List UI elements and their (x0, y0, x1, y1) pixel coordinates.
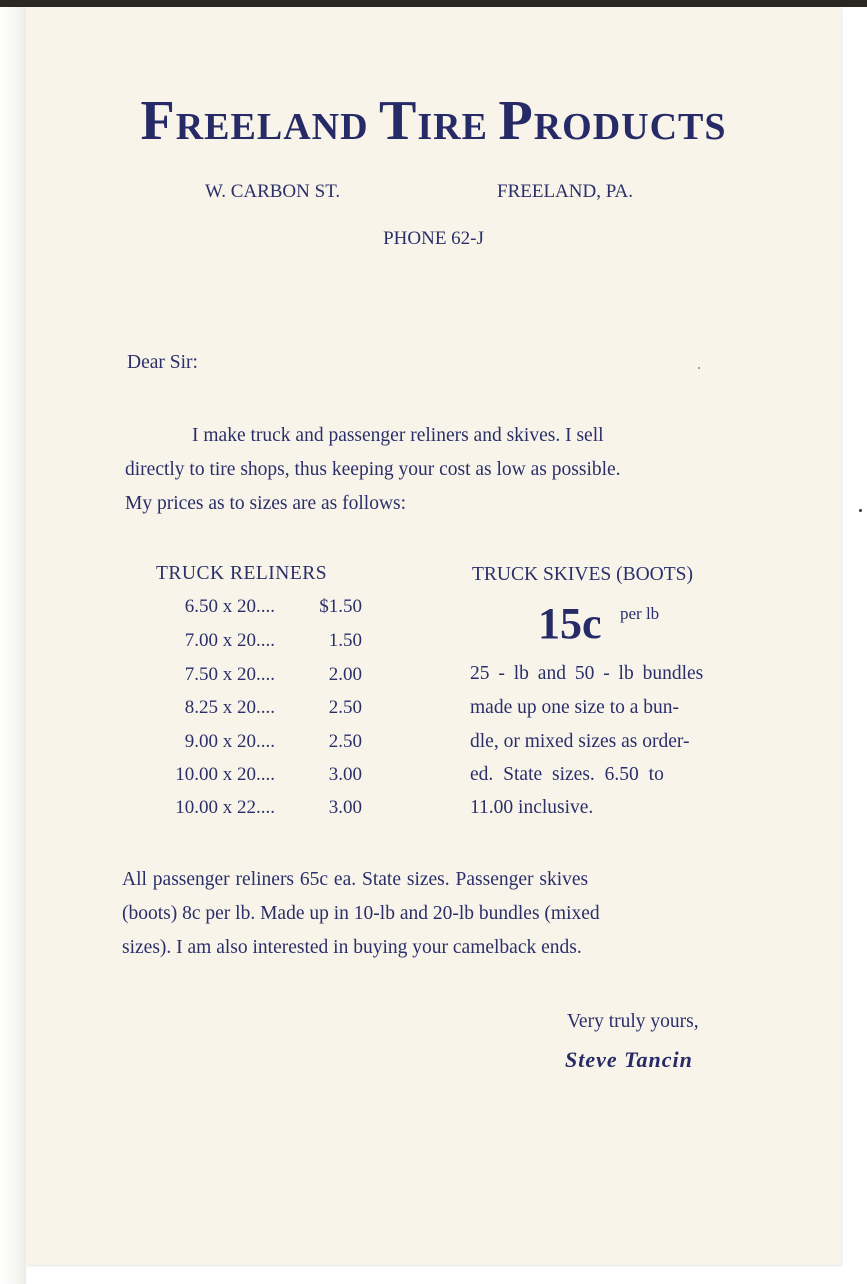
reliner-row (150, 596, 362, 620)
reliner-price: 2.00 (328, 664, 362, 685)
closing-line: (boots) 8c per lb. Made up in 10-lb and 20-lb bundles (mixed (122, 903, 600, 924)
reliner-price: 3.00 (328, 764, 362, 785)
valediction: Very truly yours, (567, 1011, 699, 1032)
reliner-price: 3.00 (328, 797, 362, 818)
reliner-row (150, 664, 362, 688)
reliner-size: 10.00 x 20 (175, 764, 256, 785)
leader-dots: .... (256, 596, 275, 617)
closing-line: sizes). I am also interested in buying your camelback ends. (122, 937, 582, 958)
reliner-size: 6.50 x 20 (184, 596, 256, 617)
intro-line: directly to tire shops, thus keeping your cost as low as possible. (125, 459, 621, 480)
skives-description-line: made up one size to a bun- (470, 697, 680, 718)
skives-heading: TRUCK SKIVES (BOOTS) (472, 564, 694, 585)
leader-dots: .... (256, 697, 275, 718)
reliner-size: 10.00 x 22 (175, 797, 256, 818)
skives-description-line: ed. State sizes. 6.50 to (470, 764, 664, 785)
reliners-heading: TRUCK RELINERS (156, 563, 328, 584)
city-address: FREELAND, PA. (497, 181, 634, 202)
leader-dots: .... (256, 764, 275, 785)
salutation: Dear Sir: (127, 352, 198, 373)
skives-description-line: dle, or mixed sizes as order- (470, 731, 690, 752)
reliner-row (150, 630, 362, 654)
closing-line: All passenger reliners 65c ea. State sizes. Passenger skives (122, 869, 589, 890)
title-initial: T (379, 90, 418, 152)
leader-dots: .... (256, 630, 275, 651)
phone-number: PHONE 62-J (383, 228, 484, 249)
title-initial: P (498, 90, 534, 152)
title-initial: F (140, 90, 176, 152)
reliner-size: 7.50 x 20 (184, 664, 256, 685)
street-address: W. CARBON ST. (205, 181, 341, 202)
leader-dots: .... (256, 797, 275, 818)
intro-line: My prices as to sizes are as follows: (125, 493, 407, 514)
company-name-heading (0, 88, 867, 160)
letter-paper (26, 7, 841, 1265)
leader-dots: .... (256, 731, 275, 752)
signature: Steve Tancin (565, 1047, 693, 1072)
reliner-price: 2.50 (328, 697, 362, 718)
leader-dots: .... (256, 664, 275, 685)
reliner-size: 9.00 x 20 (184, 731, 256, 752)
reliner-row (150, 731, 362, 755)
reliner-price: $1.50 (319, 596, 362, 617)
title-rest: IRE (417, 106, 499, 148)
skives-price: 15c (538, 599, 602, 648)
title-rest: REELAND (175, 106, 380, 148)
scan-top-border (0, 0, 867, 7)
skives-description-line: 25 - lb and 50 - lb bundles (470, 663, 704, 684)
intro-line: I make truck and passenger reliners and skives. I sell (192, 425, 604, 446)
skives-description-line: 11.00 inclusive. (470, 797, 594, 818)
title-rest: RODUCTS (533, 106, 727, 148)
reliner-price: 1.50 (328, 630, 362, 651)
reliner-row (150, 797, 362, 821)
reliner-size: 7.00 x 20 (184, 630, 256, 651)
scan-left-margin (0, 7, 26, 1284)
scan-speck (698, 367, 700, 369)
reliner-size: 8.25 x 20 (184, 697, 256, 718)
reliner-row (150, 697, 362, 721)
skives-unit: per lb (620, 604, 660, 623)
reliner-row (150, 764, 362, 788)
scan-speck (859, 509, 862, 512)
reliner-price: 2.50 (328, 731, 362, 752)
